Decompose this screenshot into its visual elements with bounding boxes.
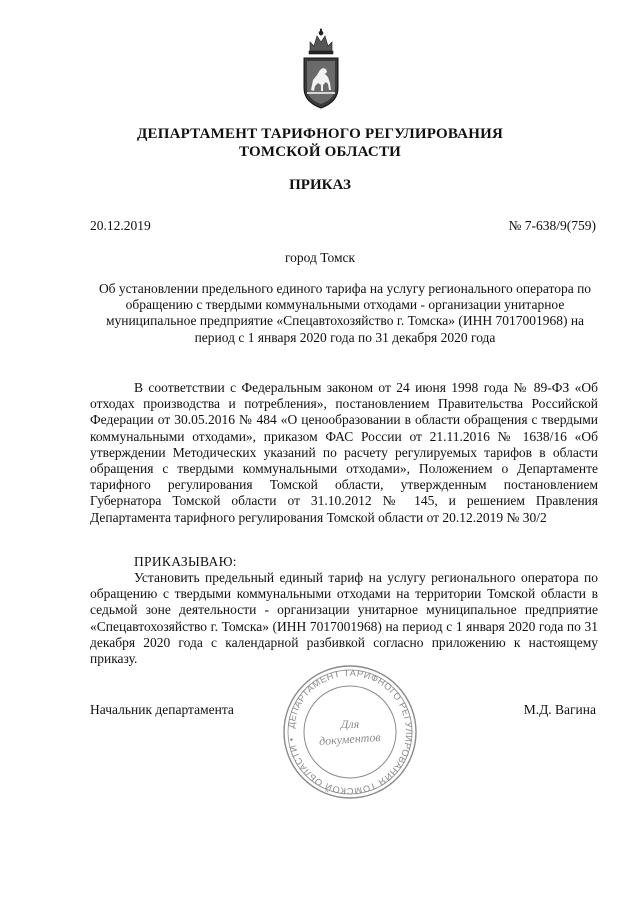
- stamp-center-line2: документов: [318, 729, 381, 749]
- signer-name: М.Д. Вагина: [523, 702, 596, 717]
- stamp-center-line1: Для: [340, 717, 360, 731]
- order-paragraph: Установить предельный единый тариф на услугу регионального оператора по обращению с твердыми коммунальными отходами на территории Томской области в седьмой зоне деятельности - организации унитарное муниципальное предприятие «Спецавтохозяйство г. Томска» (ИНН 7017001968) на период с 1 января 2020 года по 31 декабря 2020 года с календарной разбивкой согласно приложению к настоящему приказу.: [90, 570, 598, 667]
- official-stamp-icon: [280, 662, 420, 802]
- department-name-line1: ДЕПАРТАМЕНТ ТАРИФНОГО РЕГУЛИРОВАНИЯ: [137, 126, 503, 142]
- tomsk-coat-of-arms-icon: [296, 28, 346, 114]
- preamble-paragraph: В соответствии с Федеральным законом от 24 июня 1998 года № 89-ФЗ «Об отходах производства и потребления», постановлением Правительства Российской Федерации от 30.05.2016 № 484 «О ценообразовании в области обращения с твердыми коммунальными отходами», приказом ФАС России от 21.11.2016 № 1638/16 «Об утверждении Методических указаний по расчету регулируемых тарифов в области обращения с твердыми коммунальными отходами», Положением о Департаменте тарифного регулирования Томской области, утвержденным постановлением Губернатора Томской области от 31.10.2012 № 145, и решением Правления Департамента тарифного регулирования Томской области от 20.12.2019 № 30/2: [90, 380, 598, 525]
- department-name-line2: ТОМСКОЙ ОБЛАСТИ: [238, 144, 402, 160]
- stamp-ring-text: ДЕПАРТАМЕНТ ТАРИФНОГО РЕГУЛИРОВАНИЯ ТОМСКОЙ ОБЛАСТИ •: [286, 667, 415, 797]
- document-number: № 7-638/9(759): [508, 218, 596, 233]
- orders-heading: ПРИКАЗЫВАЮ:: [134, 554, 237, 569]
- document-type: ПРИКАЗ: [289, 177, 351, 193]
- document-date: 20.12.2019: [90, 218, 151, 233]
- signer-title: Начальник департамента: [90, 702, 234, 717]
- document-city: город Томск: [284, 250, 356, 265]
- document-subject: Об установлении предельного единого тарифа на услугу регионального оператора по обращению с твердыми коммунальными отходами - организации унитарное муниципальное предприятие «Спецавтохозяйство г. Томска» (ИНН 7017001968) на период с 1 января 2020 года по 31 декабря 2020 года: [98, 281, 592, 345]
